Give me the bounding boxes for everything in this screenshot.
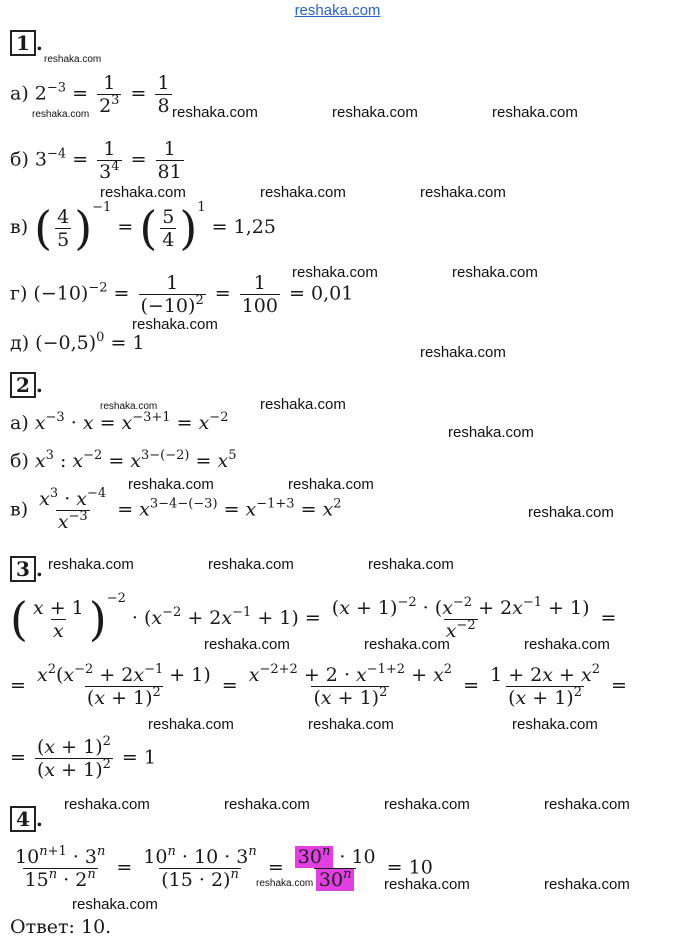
watermark: reshaka.com [128,476,214,493]
watermark: reshaka.com [204,636,290,653]
watermark: reshaka.com [544,796,630,813]
watermark: reshaka.com [64,796,150,813]
watermark: reshaka.com [208,556,294,573]
watermark: reshaka.com [364,636,450,653]
watermark: reshaka.com [72,896,158,913]
watermark: reshaka.com [384,876,470,893]
task1-item-e: д) $(-0,5)^0 = 1$ [10,330,145,354]
watermark: reshaka.com [260,184,346,201]
task2-item-b: б) $x^3$ : $x^{-2} = x^{3-(-2)} = x^5$ [10,448,237,472]
watermark: reshaka.com [368,556,454,573]
task2-item-a: а) $x^{-3} \cdot x = x^{-3+1} = x^{-2}$ [10,410,229,434]
task2-item-c: в) $\frac{x^3 \cdot x^{-4}}{x^{-3}}$ = $x^{3-4-(-3)} = x^{-1+3} = x^2$ [10,486,342,533]
watermark: reshaka.com [544,876,630,893]
highlight-30n-bottom: 30$^n$ [316,869,355,891]
watermark: reshaka.com [224,796,310,813]
watermark: reshaka.com [332,104,418,121]
watermark: reshaka.com [256,878,314,889]
watermark: reshaka.com [288,476,374,493]
site-link[interactable]: reshaka.com [294,2,381,19]
task1-item-b: б) $3^{-4}$ = $\frac{1}{3^4}$ = $\frac{1}{81}$ [10,138,182,183]
watermark: reshaka.com [524,636,610,653]
task1-item-a: а) $2^{-3}$ = $\frac{1}{2^3}$ = $\frac{1}{8}$ [10,72,170,117]
watermark: reshaka.com [44,54,102,65]
watermark: reshaka.com [420,184,506,201]
task-number-3: 3 . [10,556,43,582]
watermark: reshaka.com [528,504,614,521]
watermark: reshaka.com [260,396,346,413]
watermark: reshaka.com [512,716,598,733]
watermark: reshaka.com [148,716,234,733]
watermark: reshaka.com [452,264,538,281]
task1-item-c: в) ( $\frac{4}{5}$ )$^{-1}$ = ( $\frac{5}{4}$ )$^1$ = 1,25 [10,200,276,255]
task-number-1: 1 . [10,30,43,56]
task-number-4: 4 . [10,806,43,832]
watermark: reshaka.com [492,104,578,121]
watermark: reshaka.com [100,184,186,201]
watermark: reshaka.com [292,264,378,281]
watermark: reshaka.com [48,556,134,573]
task3-line-3: = $\frac{(x + 1)^2}{(x + 1)^2}$ = 1 [10,734,156,781]
watermark: reshaka.com [420,344,506,361]
task4-line: $\frac{10^{n+1} \cdot 3^n}{15^n \cdot 2^n}$ = $\frac{10^n \cdot 10 \cdot 3^n}{(15 \cdot 2)^n}$ = $\frac{30^n \cdot 10}{30^n}$ = 10 [15,844,433,891]
watermark: reshaka.com [132,316,218,333]
task-number-2: 2 . [10,372,43,398]
watermark: reshaka.com [308,716,394,733]
task1-item-d: г) $(-10)^{-2}$ = $\frac{1}{(-10)^2}$ = $\frac{1}{100}$ = 0,01 [10,272,354,317]
highlight-30n-top: 30$^n$ [295,846,334,868]
watermark: reshaka.com [172,104,258,121]
watermark: reshaka.com [100,401,158,412]
watermark: reshaka.com [32,109,90,120]
watermark: reshaka.com [384,796,470,813]
answer: Ответ: 10. [10,916,112,938]
task3-line-2: = $\frac{x^2(x^{-2} + 2x^{-1} + 1)}{(x + 1)^2}$ = $\frac{x^{-2+2} + 2 \cdot x^{-1+2} + x^2}{(x + 1)^2}$ = $\frac{1 + 2x + x^2}{(x + 1)^2}$ = [10,662,627,709]
task3-line-1: ( $\frac{x + 1}{x}$ )$^{-2} \cdot (x^{-2} + 2x^{-1} + 1)$ = $\frac{(x + 1)^{-2} \cdot (x^{-2} + 2x^{-1} + 1)}{x^{-2}}$ = [10,591,617,646]
watermark: reshaka.com [448,424,534,441]
